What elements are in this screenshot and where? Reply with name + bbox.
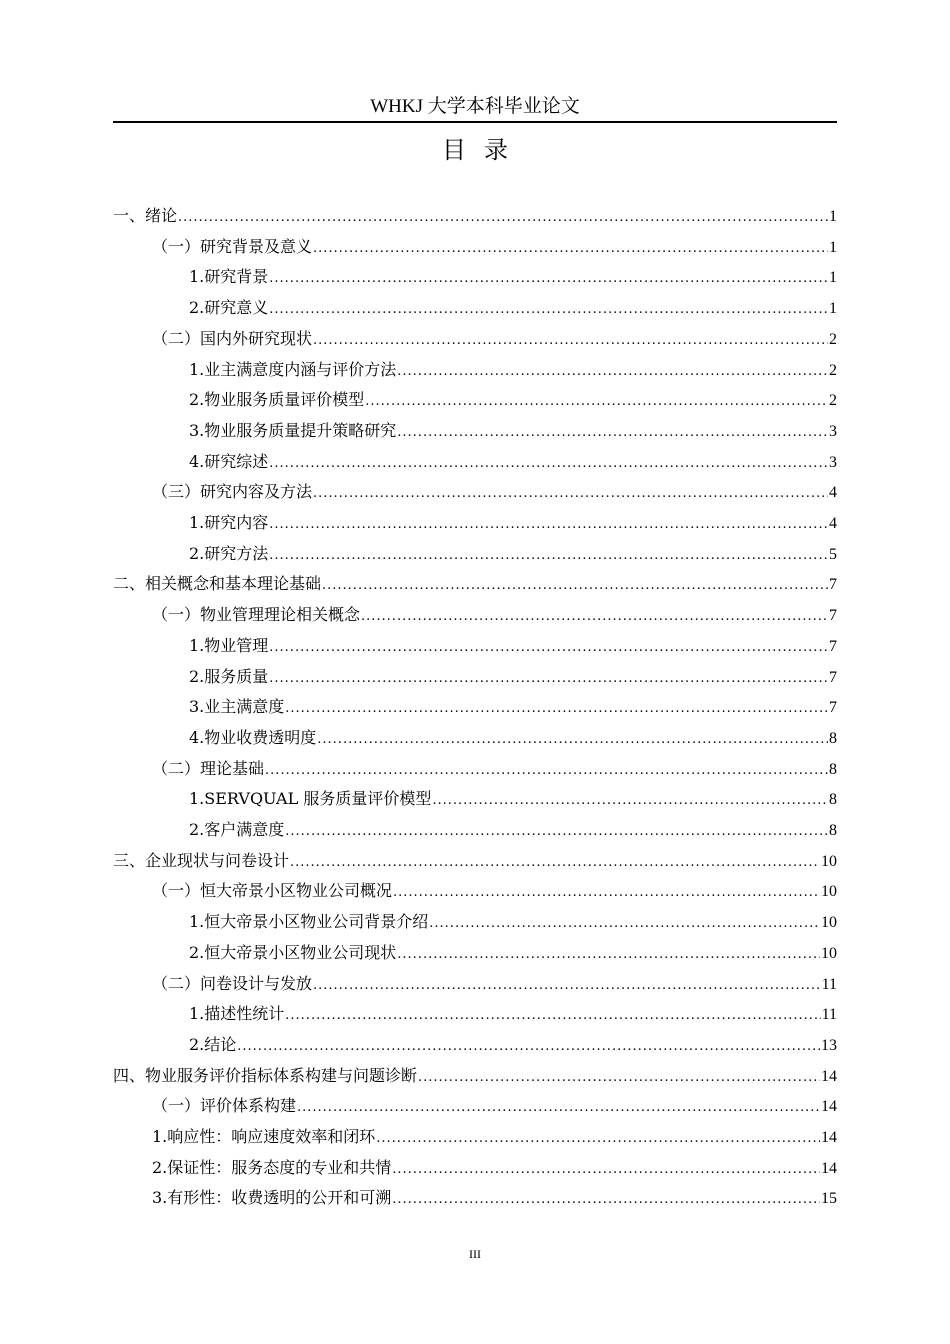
toc-entry-page: 11 (821, 976, 837, 993)
toc-entry-title: （一）物业管理理论相关概念 (152, 605, 361, 624)
toc-entry-title: 2.客户满意度 (189, 820, 285, 839)
toc-entry-page: 7 (829, 607, 837, 624)
toc-entry-page: 5 (829, 546, 837, 563)
toc-dot-leader (178, 206, 828, 230)
toc-entry-title: 3.物业服务质量提升策略研究 (189, 421, 397, 440)
toc-entry-page: 8 (829, 822, 837, 839)
toc-entry-page: 14 (821, 1129, 837, 1146)
toc-dot-leader (322, 574, 828, 598)
toc-entry-title: 3.有形性：收费透明的公开和可溯 (152, 1188, 392, 1207)
toc-entry-page: 4 (829, 484, 837, 501)
toc-entry[interactable] (152, 972, 837, 996)
toc-entry-page: 14 (821, 1098, 837, 1115)
toc-dot-leader (269, 636, 828, 660)
toc-entry-title: 2.恒大帝景小区物业公司现状 (189, 943, 397, 962)
toc-entry-title: 2.结论 (189, 1035, 237, 1054)
toc-entry[interactable] (152, 1156, 837, 1180)
toc-entry-page: 10 (821, 945, 837, 962)
toc-entry[interactable] (189, 910, 837, 934)
toc-entry-page: 7 (829, 576, 837, 593)
toc-entry-page: 7 (829, 669, 837, 686)
toc-entry[interactable] (113, 1064, 837, 1088)
toc-entry[interactable] (152, 1125, 837, 1149)
toc-entry[interactable] (189, 542, 837, 566)
toc-entry[interactable] (189, 265, 837, 289)
toc-entry[interactable] (152, 235, 837, 259)
toc-entry-page: 13 (821, 1037, 837, 1054)
toc-entry-page: 15 (821, 1190, 837, 1207)
toc-dot-leader (365, 390, 828, 414)
toc-entry-page: 8 (829, 791, 837, 808)
toc-dot-leader (269, 544, 828, 568)
toc-entry-page: 10 (821, 853, 837, 870)
toc-entry[interactable] (189, 726, 837, 750)
page-number: III (469, 1247, 481, 1261)
toc-dot-leader (397, 943, 820, 967)
toc-dot-leader (313, 237, 828, 261)
toc-dot-leader (285, 1004, 820, 1028)
toc-entry[interactable] (113, 204, 837, 228)
toc-dot-leader (392, 1188, 820, 1212)
toc-entry-title: （二）问卷设计与发放 (152, 974, 313, 993)
toc-dot-leader (313, 974, 821, 998)
toc-entry-title: 2.保证性：服务态度的专业和共情 (152, 1158, 392, 1177)
toc-dot-leader (265, 759, 828, 783)
toc-dot-leader (269, 513, 828, 537)
toc-entry-title: 1.物业管理 (189, 636, 269, 655)
toc-entry[interactable] (152, 879, 837, 903)
toc-dot-leader (418, 1066, 820, 1090)
toc-dot-leader (432, 789, 828, 813)
toc-entry-page: 14 (821, 1160, 837, 1177)
toc-entry[interactable] (113, 849, 837, 873)
toc-entry[interactable] (189, 511, 837, 535)
toc-entry[interactable] (152, 757, 837, 781)
toc-entry[interactable] (189, 818, 837, 842)
toc-entry-title: 1.研究内容 (189, 513, 269, 532)
toc-dot-leader (269, 298, 828, 322)
toc-entry-page: 2 (829, 362, 837, 379)
toc-entry[interactable] (189, 388, 837, 412)
toc-entry[interactable] (113, 572, 837, 596)
toc-entry-title: 一、绪论 (113, 206, 178, 225)
toc-entry-title: 2.研究意义 (189, 298, 269, 317)
toc-entry-page: 7 (829, 638, 837, 655)
toc-entry-title: 四、物业服务评价指标体系构建与问题诊断 (113, 1066, 418, 1085)
toc-entry-title: 1.研究背景 (189, 267, 269, 286)
toc-entry[interactable] (189, 665, 837, 689)
toc-title: 目录 (442, 136, 526, 164)
toc-entry-title: 3.业主满意度 (189, 697, 285, 716)
toc-entry-page: 8 (829, 761, 837, 778)
toc-entry-title: 1.业主满意度内涵与评价方法 (189, 360, 397, 379)
toc-dot-leader (313, 329, 828, 353)
toc-dot-leader (285, 820, 828, 844)
toc-entry[interactable] (189, 450, 837, 474)
toc-entry-page: 2 (829, 392, 837, 409)
toc-dot-leader (393, 881, 820, 905)
toc-entry-page: 2 (829, 331, 837, 348)
toc-entry-page: 1 (829, 239, 837, 256)
toc-entry-title: （一）研究背景及意义 (152, 237, 313, 256)
toc-dot-leader (397, 360, 828, 384)
toc-entry[interactable] (189, 1002, 837, 1026)
toc-entry-page: 8 (829, 730, 837, 747)
toc-entry-title: 2.研究方法 (189, 544, 269, 563)
toc-entry-title: 4.研究综述 (189, 452, 269, 471)
toc-entry-page: 3 (829, 454, 837, 471)
toc-entry-page: 4 (829, 515, 837, 532)
toc-entry-title: （一）评价体系构建 (152, 1096, 297, 1115)
toc-dot-leader (313, 482, 828, 506)
toc-entry[interactable] (189, 1033, 837, 1057)
toc-entry-title: 1.描述性统计 (189, 1004, 285, 1023)
toc-entry[interactable] (189, 358, 837, 382)
toc-dot-leader (361, 605, 828, 629)
toc-entry-page: 11 (821, 1006, 837, 1023)
toc-entry-page: 7 (829, 699, 837, 716)
toc-entry-title: （二）理论基础 (152, 759, 265, 778)
toc-entry[interactable] (189, 419, 837, 443)
toc-dot-leader (429, 912, 820, 936)
toc-entry-page: 3 (829, 423, 837, 440)
toc-entry-title: （一）恒大帝景小区物业公司概况 (152, 881, 393, 900)
toc-dot-leader (237, 1035, 820, 1059)
toc-entry-title: （三）研究内容及方法 (152, 482, 313, 501)
toc-entry[interactable] (152, 1094, 837, 1118)
toc-dot-leader (285, 697, 828, 721)
toc-entry[interactable] (189, 787, 837, 811)
toc-dot-leader (269, 267, 828, 291)
toc-entry[interactable] (189, 695, 837, 719)
toc-entry[interactable] (152, 603, 837, 627)
toc-entry[interactable] (189, 634, 837, 658)
toc-entry[interactable] (189, 941, 837, 965)
toc-entry-page: 14 (821, 1068, 837, 1085)
toc-entry-title: 2.服务质量 (189, 667, 269, 686)
toc-dot-leader (269, 667, 828, 691)
toc-entry-title: 二、相关概念和基本理论基础 (113, 574, 322, 593)
toc-entry[interactable] (189, 296, 837, 320)
toc-entry-page: 10 (821, 883, 837, 900)
toc-entry[interactable] (152, 327, 837, 351)
toc-dot-leader (290, 851, 820, 875)
toc-entry-title: 1.恒大帝景小区物业公司背景介绍 (189, 912, 429, 931)
toc-entry-title: 2.物业服务质量评价模型 (189, 390, 365, 409)
toc-entry-page: 1 (829, 208, 837, 225)
toc-entry-title: （二）国内外研究现状 (152, 329, 313, 348)
toc-entry-page: 1 (829, 269, 837, 286)
toc-entry-title: 三、企业现状与问卷设计 (113, 851, 290, 870)
toc-dot-leader (397, 421, 828, 445)
toc-entry[interactable] (152, 1186, 837, 1210)
toc-entry[interactable] (152, 480, 837, 504)
toc-dot-leader (376, 1127, 820, 1151)
toc-entry-title: 1.SERVQUAL 服务质量评价模型 (189, 789, 432, 808)
toc-dot-leader (392, 1158, 820, 1182)
toc-entry-page: 1 (829, 300, 837, 317)
toc-dot-leader (269, 452, 828, 476)
toc-entry-title: 4.物业收费透明度 (189, 728, 317, 747)
thesis-header-title: WHKJ 大学本科毕业论文 (370, 96, 580, 117)
toc-entry-title: 1.响应性：响应速度效率和闭环 (152, 1127, 376, 1146)
toc-dot-leader (297, 1096, 820, 1120)
toc-entry-page: 10 (821, 914, 837, 931)
toc-dot-leader (317, 728, 828, 752)
